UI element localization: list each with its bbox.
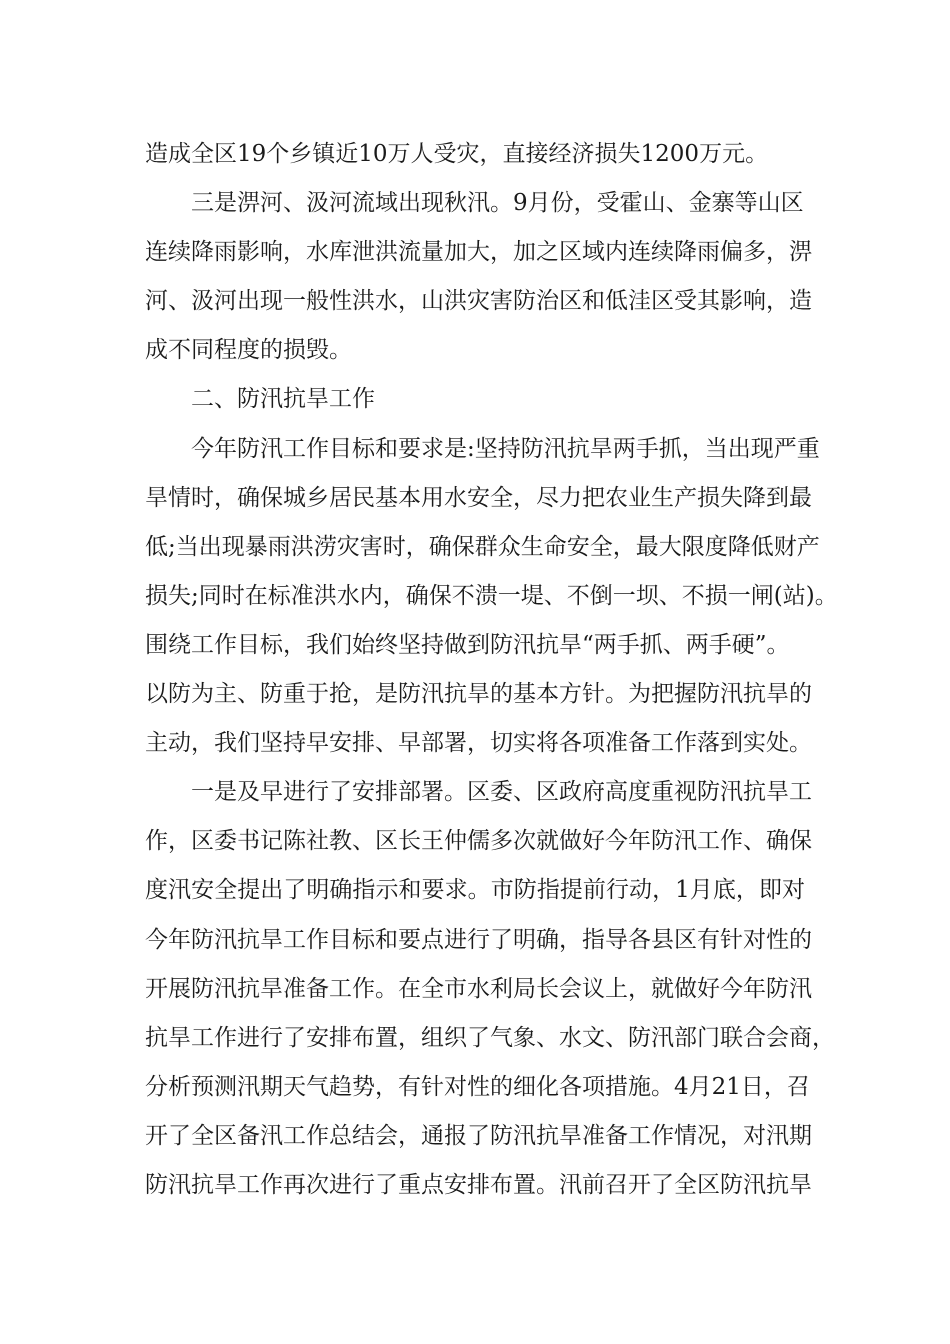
text-line: 围绕工作目标，我们始终坚持做到防汛抗旱“两手抓、两手硬”。: [145, 631, 790, 658]
text-line: 抗旱工作进行了安排布置，组织了气象、水文、防汛部门联合会商，: [145, 1024, 835, 1051]
section-heading: 二、防汛抗旱工作: [191, 386, 375, 413]
text-line: 开了全区备汛工作总结会，通报了防汛抗旱准备工作情况，对汛期: [145, 1122, 812, 1149]
text-line: 河、汲河出现一般性洪水，山洪灾害防治区和低洼区受其影响，造: [145, 288, 812, 315]
paragraph-start-line: 三是淠河、汲河流域出现秋汛。9月份，受霍山、金寨等山区: [191, 190, 804, 217]
text-line: 造成全区19个乡镇近10万人受灾，直接经济损失1200万元。: [145, 141, 769, 167]
text-line: 开展防汛抗旱准备工作。在全市水利局长会议上，就做好今年防汛: [145, 975, 812, 1002]
text-line: 度汛安全提出了明确指示和要求。市防指提前行动，1月底，即对: [145, 877, 805, 904]
text-line: 主动，我们坚持早安排、早部署，切实将各项准备工作落到实处。: [145, 730, 812, 757]
text-line: 以防为主、防重于抢，是防汛抗旱的基本方针。为把握防汛抗旱的: [145, 681, 812, 708]
text-line: 防汛抗旱工作再次进行了重点安排布置。汛前召开了全区防汛抗旱: [145, 1171, 812, 1198]
text-line: 今年防汛抗旱工作目标和要点进行了明确，指导各县区有针对性的: [145, 926, 812, 953]
text-line: 作，区委书记陈社教、区长王仲儒多次就做好今年防汛工作、确保: [145, 828, 812, 855]
text-line: 成不同程度的损毁。: [145, 337, 352, 364]
text-line: 连续降雨影响，水库泄洪流量加大，加之区域内连续降雨偏多，淠: [145, 239, 812, 266]
document-body: [145, 130, 838, 1210]
text-line: 分析预测汛期天气趋势，有针对性的细化各项措施。4月21日，召: [145, 1073, 810, 1100]
paragraph-start-line: 今年防汛工作目标和要求是:坚持防汛抗旱两手抓，当出现严重: [191, 435, 820, 462]
text-line: 旱情时，确保城乡居民基本用水安全，尽力把农业生产损失降到最: [145, 484, 812, 511]
paragraph-start-line: 一是及早进行了安排部署。区委、区政府高度重视防汛抗旱工: [191, 779, 812, 806]
text-line: 低;当出现暴雨洪涝灾害时，确保群众生命安全，最大限度降低财产: [145, 533, 820, 560]
text-line: 损失;同时在标准洪水内，确保不溃一堤、不倒一坝、不损一闸(站)。: [145, 582, 838, 609]
